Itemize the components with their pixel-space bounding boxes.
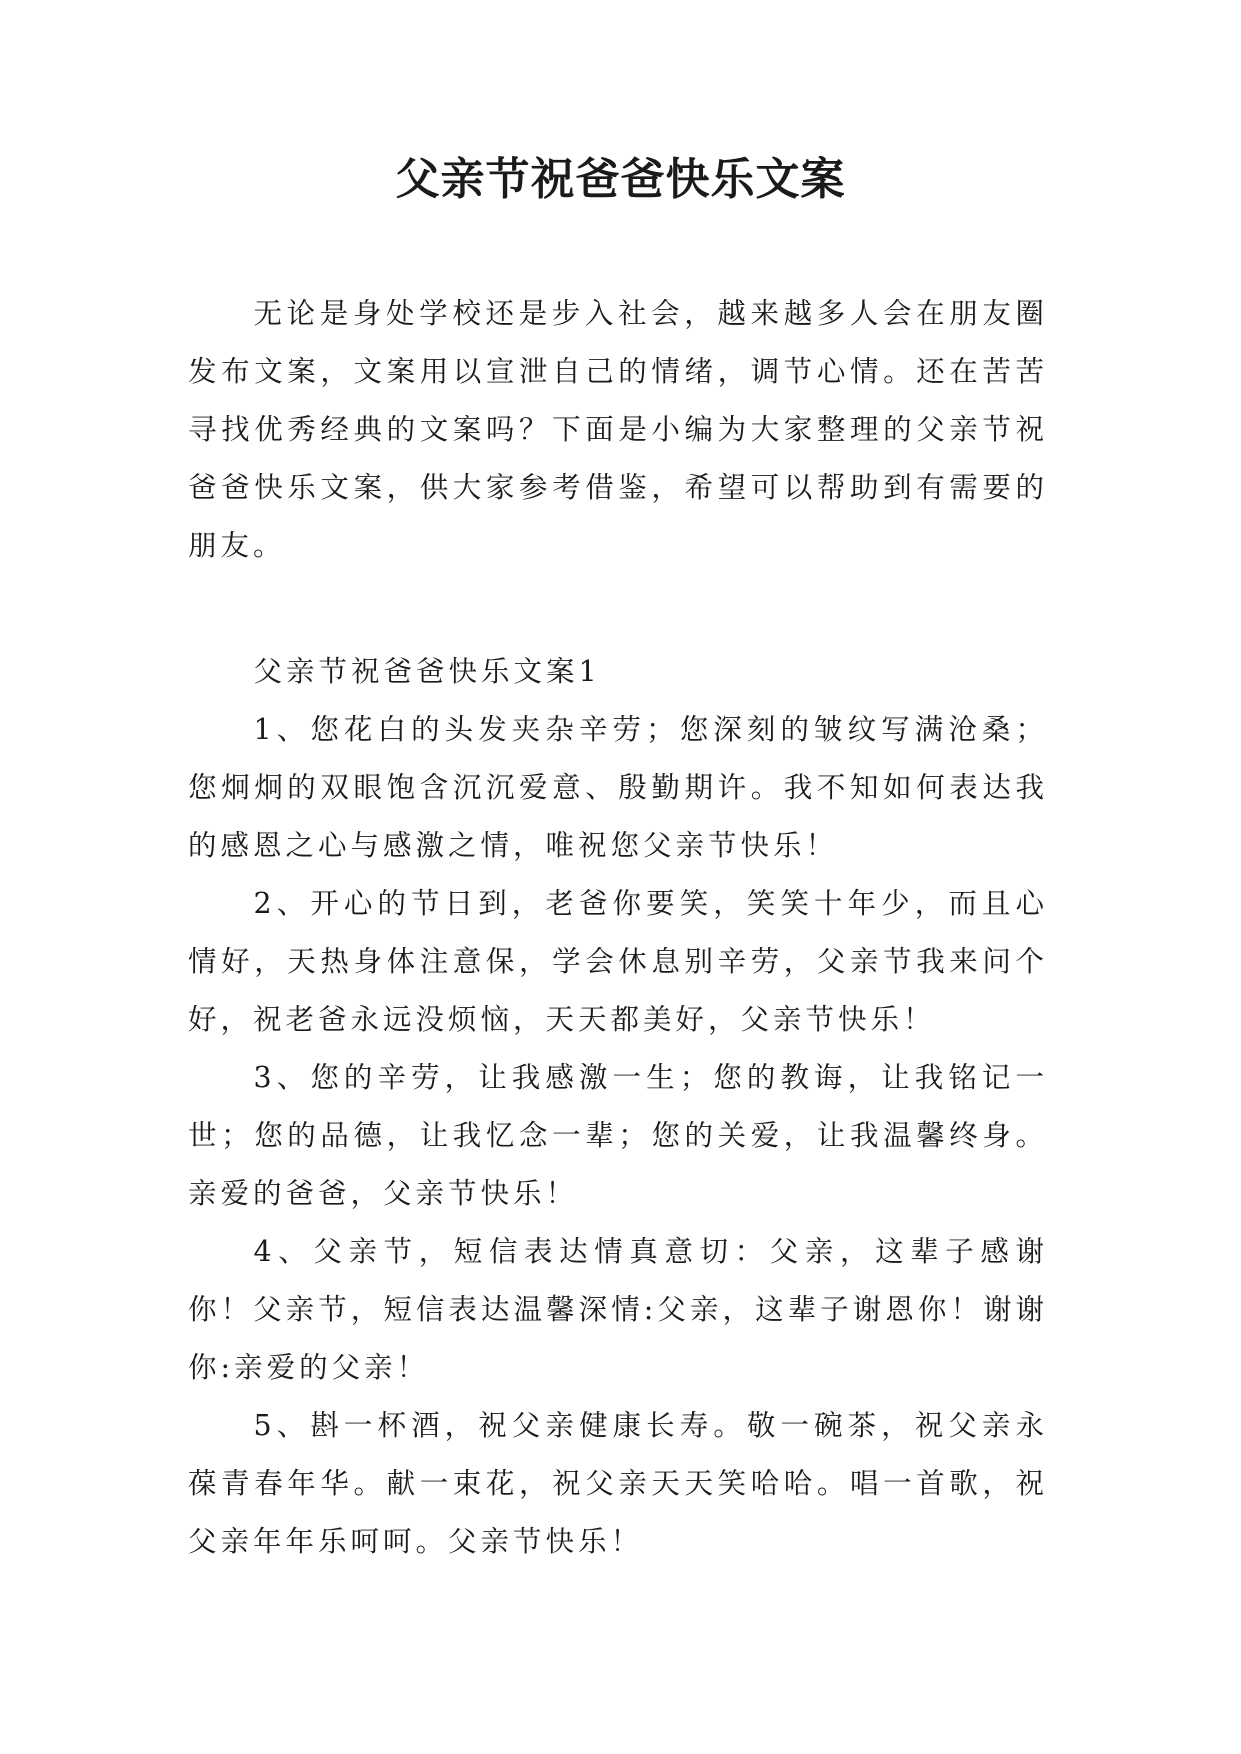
- list-item: 1、您花白的头发夹杂辛劳；您深刻的皱纹写满沧桑；您炯炯的双眼饱含沉沉爱意、殷勤期许。我不知如何表达我的感恩之心与感激之情，唯祝您父亲节快乐！: [188, 713, 1048, 862]
- list-item: 2、开心的节日到，老爸你要笑，笑笑十年少，而且心情好，天热身体注意保，学会休息别辛劳，父亲节我来问个好，祝老爸永远没烦恼，天天都美好，父亲节快乐！: [188, 887, 1048, 1036]
- list-item: 3、您的辛劳，让我感激一生；您的教诲，让我铭记一世；您的品德，让我忆念一辈；您的关爱，让我温馨终身。亲爱的爸爸，父亲节快乐！: [188, 1061, 1048, 1210]
- list-item: 4、父亲节，短信表达情真意切：父亲，这辈子感谢你！父亲节，短信表达温馨深情:父亲，这辈子谢恩你！谢谢你:亲爱的父亲！: [188, 1235, 1048, 1384]
- document-body: [188, 285, 1048, 1571]
- section-heading: 父亲节祝爸爸快乐文案1: [253, 655, 601, 688]
- document-title: 父亲节祝爸爸快乐文案: [395, 154, 846, 205]
- list-item: 5、斟一杯酒，祝父亲健康长寿。敬一碗茶，祝父亲永葆青春年华。献一束花，祝父亲天天笑哈哈。唱一首歌，祝父亲年年乐呵呵。父亲节快乐！: [188, 1409, 1048, 1558]
- intro-paragraph: 无论是身处学校还是步入社会，越来越多人会在朋友圈发布文案，文案用以宣泄自己的情绪，调节心情。还在苦苦寻找优秀经典的文案吗？下面是小编为大家整理的父亲节祝爸爸快乐文案，供大家参考借鉴，希望可以帮助到有需要的朋友。: [188, 297, 1048, 562]
